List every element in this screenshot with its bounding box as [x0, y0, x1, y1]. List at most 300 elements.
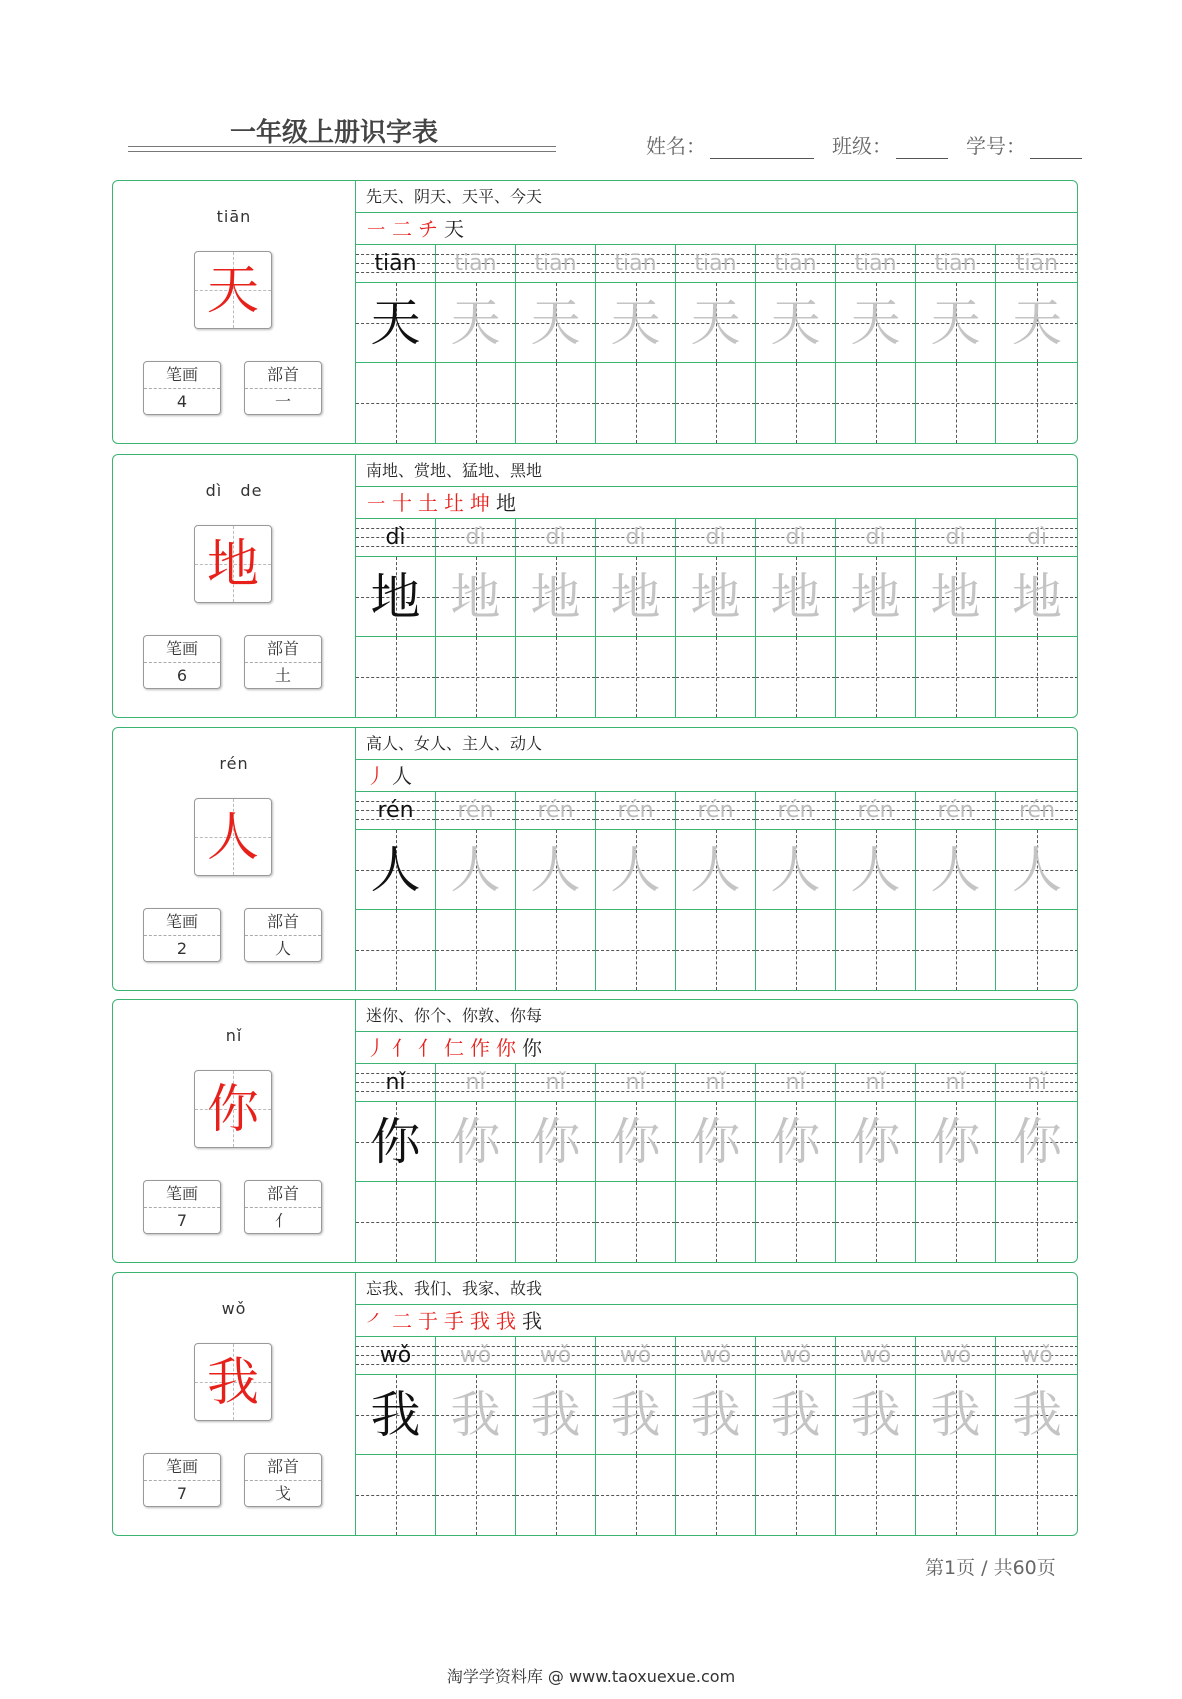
trace-cell[interactable]: [356, 557, 436, 637]
character-trace: 我: [930, 1386, 981, 1444]
writing-cell[interactable]: [916, 1455, 996, 1535]
character-glyph: 我: [206, 1353, 259, 1413]
character-trace: 天: [690, 294, 741, 352]
writing-cell[interactable]: [516, 1455, 596, 1535]
pinyin-cell[interactable]: [676, 245, 756, 283]
trace-cell[interactable]: [756, 830, 836, 910]
pinyin-cell[interactable]: [596, 519, 676, 557]
trace-cell[interactable]: [356, 283, 436, 363]
pinyin-cell[interactable]: [596, 1064, 676, 1102]
writing-cell[interactable]: [836, 1455, 916, 1535]
writing-cell[interactable]: [436, 1182, 516, 1262]
writing-cell[interactable]: [516, 363, 596, 443]
writing-cell[interactable]: [676, 637, 756, 717]
character-trace: 你: [450, 1113, 501, 1171]
class-field: [832, 130, 948, 159]
character-trace: 人: [930, 841, 981, 899]
writing-cell[interactable]: [436, 1455, 516, 1535]
title-underline: [128, 151, 556, 152]
character-trace: 你: [530, 1113, 581, 1171]
trace-cell[interactable]: [596, 557, 676, 637]
pinyin-trace: nǐ: [945, 1070, 966, 1095]
stroke-step: 我: [496, 1309, 516, 1333]
pinyin-trace: tiān: [534, 251, 577, 276]
character-trace: 天: [450, 294, 501, 352]
writing-cell[interactable]: [916, 910, 996, 990]
character-trace: 地: [610, 568, 661, 626]
pinyin-trace: dì: [705, 525, 726, 550]
pinyin-trace: rén: [777, 798, 814, 823]
character-trace: 我: [690, 1386, 741, 1444]
trace-cell[interactable]: [996, 1102, 1078, 1182]
writing-cell[interactable]: [676, 1182, 756, 1262]
writing-cell[interactable]: [596, 637, 676, 717]
number-input[interactable]: [1030, 136, 1082, 159]
pinyin-cell[interactable]: [676, 1064, 756, 1102]
practice-grid: [356, 245, 1077, 443]
example-words: 高人、女人、主人、动人: [356, 728, 1077, 760]
writing-cell[interactable]: [676, 910, 756, 990]
stroke-step: 十: [392, 491, 412, 515]
example-words: 忘我、我们、我家、故我: [356, 1273, 1077, 1305]
character-trace: 地: [690, 568, 741, 626]
trace-cell[interactable]: [436, 830, 516, 910]
character-pinyin: nǐ: [225, 1026, 243, 1045]
trace-cell[interactable]: [836, 1102, 916, 1182]
radical-box: [244, 361, 322, 415]
character-trace: 天: [1012, 294, 1062, 352]
stroke-step: 圵: [444, 491, 464, 515]
pinyin-cell[interactable]: [596, 245, 676, 283]
trace-cell[interactable]: [516, 1102, 596, 1182]
trace-cell[interactable]: [676, 830, 756, 910]
radical-box: [244, 1180, 322, 1234]
trace-cell[interactable]: [596, 830, 676, 910]
character-trace: 人: [610, 841, 661, 899]
trace-cell[interactable]: [596, 1102, 676, 1182]
practice-grid: [356, 792, 1077, 990]
writing-cell[interactable]: [676, 1455, 756, 1535]
pinyin-cell[interactable]: [916, 245, 996, 283]
pinyin-cell[interactable]: [676, 1337, 756, 1375]
pinyin-trace: tiān: [854, 251, 897, 276]
stroke-count-box: [143, 1453, 221, 1507]
writing-cell[interactable]: [436, 637, 516, 717]
stroke-count-label: 笔画: [144, 362, 220, 389]
writing-cell[interactable]: [996, 910, 1078, 990]
radical-value: 亻: [274, 1211, 291, 1230]
pinyin-trace: nǐ: [1026, 1070, 1048, 1095]
writing-cell[interactable]: [836, 363, 916, 443]
pinyin-cell[interactable]: [516, 792, 596, 830]
trace-cell[interactable]: [756, 1375, 836, 1455]
pinyin-trace: tiān: [694, 251, 737, 276]
character-info-panel: [113, 1273, 355, 1535]
character-trace: 天: [850, 294, 901, 352]
pinyin-cell[interactable]: [436, 519, 516, 557]
pinyin-cell[interactable]: [916, 1064, 996, 1102]
trace-cell[interactable]: [436, 283, 516, 363]
character-trace: 我: [530, 1386, 581, 1444]
pinyin-cell[interactable]: [996, 1064, 1078, 1102]
trace-cell[interactable]: [996, 830, 1078, 910]
writing-cell[interactable]: [916, 1182, 996, 1262]
trace-cell[interactable]: [916, 1102, 996, 1182]
writing-cell[interactable]: [756, 1182, 836, 1262]
pinyin-cell[interactable]: [756, 792, 836, 830]
pinyin-cell[interactable]: [836, 1337, 916, 1375]
writing-cell[interactable]: [596, 910, 676, 990]
character-info-panel: [113, 455, 355, 717]
writing-cell[interactable]: [356, 910, 436, 990]
stroke-step: 亻: [418, 1036, 438, 1060]
writing-cell[interactable]: [436, 910, 516, 990]
character-trace: 人: [690, 841, 741, 899]
writing-cell[interactable]: [996, 363, 1078, 443]
character-glyph: 地: [206, 535, 259, 595]
trace-cell[interactable]: [916, 1375, 996, 1455]
character-trace: 你: [1012, 1113, 1062, 1171]
stroke-step: 地: [496, 491, 516, 515]
stroke-step: 亻: [392, 1036, 412, 1060]
character-trace: 地: [770, 568, 821, 626]
character-trace: 你: [610, 1113, 661, 1171]
pinyin-cell[interactable]: [516, 1337, 596, 1375]
character-pinyin: wǒ: [221, 1299, 247, 1318]
stroke-count-label: 笔画: [144, 909, 220, 936]
trace-cell[interactable]: [916, 283, 996, 363]
writing-cell[interactable]: [596, 1182, 676, 1262]
stroke-count-box: [143, 1180, 221, 1234]
character-trace: 我: [610, 1386, 661, 1444]
writing-cell[interactable]: [916, 363, 996, 443]
pinyin-cell[interactable]: [676, 519, 756, 557]
radical-value: 土: [274, 666, 291, 685]
trace-cell[interactable]: [996, 557, 1078, 637]
trace-cell[interactable]: [996, 283, 1078, 363]
pinyin-cell[interactable]: [356, 245, 436, 283]
pinyin-trace: rén: [937, 798, 974, 823]
character-card: [112, 180, 1078, 444]
pinyin-trace: wǒ: [859, 1343, 892, 1368]
writing-cell[interactable]: [996, 1455, 1078, 1535]
radical-value: 一: [274, 392, 291, 411]
stroke-count-box: [143, 908, 221, 962]
character-trace: 人: [770, 841, 821, 899]
trace-cell[interactable]: [836, 557, 916, 637]
stroke-count-box: [143, 361, 221, 415]
character-trace: 人: [1012, 841, 1062, 899]
pinyin-cell[interactable]: [756, 1337, 836, 1375]
character-trace: 我: [370, 1386, 421, 1444]
pinyin-trace: dì: [785, 525, 806, 550]
character-trace: 你: [850, 1113, 901, 1171]
character-trace: 你: [370, 1113, 421, 1171]
pinyin-trace: wǒ: [779, 1343, 812, 1368]
pinyin-trace: rén: [537, 798, 574, 823]
radical-box: [244, 635, 322, 689]
pinyin-trace: wǒ: [619, 1343, 652, 1368]
pinyin-cell[interactable]: [596, 1337, 676, 1375]
radical-label: 部首: [245, 909, 321, 936]
practice-panel: [355, 181, 1077, 443]
stroke-count-label: 笔画: [144, 636, 220, 663]
character-card: [112, 727, 1078, 991]
character-card: [112, 999, 1078, 1263]
writing-cell[interactable]: [996, 1182, 1078, 1262]
radical-label: 部首: [245, 636, 321, 663]
character-box: [194, 251, 272, 329]
pinyin-trace: tiān: [934, 251, 977, 276]
character-pinyin: tiān: [216, 207, 252, 226]
pinyin-trace: nǐ: [465, 1070, 486, 1095]
trace-cell[interactable]: [836, 1375, 916, 1455]
writing-cell[interactable]: [996, 637, 1078, 717]
trace-cell[interactable]: [836, 283, 916, 363]
pinyin-trace: dì: [385, 525, 406, 550]
pinyin-cell[interactable]: [356, 1337, 436, 1375]
character-info-panel: [113, 181, 355, 443]
trace-cell[interactable]: [756, 283, 836, 363]
character-card: [112, 454, 1078, 718]
pinyin-cell[interactable]: [756, 519, 836, 557]
character-trace: 地: [370, 568, 421, 626]
stroke-step: 仁: [444, 1036, 464, 1060]
name-field: [646, 130, 814, 159]
radical-label: 部首: [245, 362, 321, 389]
writing-cell[interactable]: [596, 363, 676, 443]
practice-grid: [356, 519, 1077, 717]
stroke-count-value: 7: [176, 1211, 188, 1230]
stroke-order: [356, 760, 1077, 792]
trace-cell[interactable]: [676, 1375, 756, 1455]
character-box: [194, 525, 272, 603]
character-trace: 地: [930, 568, 981, 626]
writing-cell[interactable]: [516, 1182, 596, 1262]
stroke-step: 手: [444, 1309, 464, 1333]
name-input[interactable]: [710, 136, 814, 159]
title-underline: [128, 146, 556, 147]
pinyin-cell[interactable]: [756, 1064, 836, 1102]
character-card: [112, 1272, 1078, 1536]
trace-cell[interactable]: [756, 1102, 836, 1182]
stroke-step: チ: [418, 217, 438, 241]
writing-cell[interactable]: [756, 637, 836, 717]
trace-cell[interactable]: [596, 283, 676, 363]
trace-cell[interactable]: [516, 283, 596, 363]
pinyin-cell[interactable]: [836, 245, 916, 283]
writing-cell[interactable]: [836, 910, 916, 990]
character-info-panel: [113, 1000, 355, 1262]
trace-cell[interactable]: [516, 1375, 596, 1455]
radical-box: [244, 908, 322, 962]
pinyin-cell[interactable]: [836, 519, 916, 557]
radical-value: 人: [274, 939, 291, 958]
trace-cell[interactable]: [356, 1102, 436, 1182]
stroke-step: 二: [392, 1309, 412, 1333]
pinyin-trace: wǒ: [379, 1343, 412, 1368]
character-pinyin: rén: [219, 754, 249, 773]
pinyin-trace: wǒ: [699, 1343, 732, 1368]
stroke-step: 二: [392, 217, 412, 241]
example-words: 南地、赏地、猛地、黑地: [356, 455, 1077, 487]
pinyin-cell[interactable]: [596, 792, 676, 830]
pinyin-trace: rén: [1018, 798, 1056, 823]
pinyin-trace: wǒ: [1021, 1343, 1053, 1368]
pinyin-trace: dì: [545, 525, 566, 550]
pinyin-cell[interactable]: [436, 245, 516, 283]
trace-cell[interactable]: [436, 1375, 516, 1455]
pinyin-cell[interactable]: [996, 1337, 1078, 1375]
trace-cell[interactable]: [676, 283, 756, 363]
trace-cell[interactable]: [516, 557, 596, 637]
pinyin-cell[interactable]: [996, 519, 1078, 557]
pinyin-cell[interactable]: [516, 519, 596, 557]
student-info: [646, 130, 1082, 159]
character-trace: 人: [370, 841, 421, 899]
pinyin-trace: wǒ: [939, 1343, 972, 1368]
writing-cell[interactable]: [756, 1455, 836, 1535]
pinyin-trace: rén: [457, 798, 494, 823]
practice-grid: [356, 1064, 1077, 1262]
character-trace: 人: [850, 841, 901, 899]
pinyin-cell[interactable]: [756, 245, 836, 283]
stroke-step: 作: [470, 1036, 490, 1060]
pinyin-trace: tiān: [454, 251, 497, 276]
stroke-step: 你: [496, 1036, 516, 1060]
writing-cell[interactable]: [436, 363, 516, 443]
pinyin-trace: nǐ: [385, 1070, 406, 1095]
trace-cell[interactable]: [516, 830, 596, 910]
character-trace: 天: [770, 294, 821, 352]
practice-panel: [355, 455, 1077, 717]
stroke-count-value: 4: [176, 392, 188, 411]
pinyin-trace: dì: [465, 525, 486, 550]
stroke-step: 丿: [366, 764, 386, 788]
writing-cell[interactable]: [756, 910, 836, 990]
writing-cell[interactable]: [356, 637, 436, 717]
radical-value: 戈: [274, 1484, 291, 1503]
stroke-count-value: 7: [176, 1484, 188, 1503]
pinyin-cell[interactable]: [356, 792, 436, 830]
character-glyph: 你: [206, 1080, 259, 1140]
character-box: [194, 798, 272, 876]
writing-cell[interactable]: [836, 1182, 916, 1262]
trace-cell[interactable]: [676, 557, 756, 637]
stroke-step: 我: [470, 1309, 490, 1333]
character-trace: 天: [530, 294, 581, 352]
trace-cell[interactable]: [436, 1102, 516, 1182]
practice-panel: [355, 1000, 1077, 1262]
practice-panel: [355, 728, 1077, 990]
pinyin-cell[interactable]: [836, 1064, 916, 1102]
class-input[interactable]: [896, 136, 948, 159]
character-trace: 人: [450, 841, 501, 899]
practice-grid: [356, 1337, 1077, 1535]
pinyin-cell[interactable]: [916, 519, 996, 557]
pinyin-trace: nǐ: [545, 1070, 566, 1095]
pinyin-trace: dì: [625, 525, 646, 550]
pinyin-cell[interactable]: [356, 1064, 436, 1102]
pinyin-trace: rén: [697, 798, 734, 823]
trace-cell[interactable]: [356, 1375, 436, 1455]
trace-cell[interactable]: [756, 557, 836, 637]
pinyin-trace: dì: [865, 525, 886, 550]
pinyin-cell[interactable]: [996, 792, 1078, 830]
trace-cell[interactable]: [676, 1102, 756, 1182]
writing-cell[interactable]: [356, 1182, 436, 1262]
writing-cell[interactable]: [356, 363, 436, 443]
stroke-step: ㇐: [366, 491, 386, 515]
writing-cell[interactable]: [356, 1455, 436, 1535]
character-info-panel: [113, 728, 355, 990]
character-trace: 天: [370, 294, 421, 352]
trace-cell[interactable]: [916, 557, 996, 637]
trace-cell[interactable]: [436, 557, 516, 637]
pinyin-cell[interactable]: [436, 792, 516, 830]
writing-cell[interactable]: [836, 637, 916, 717]
character-trace: 地: [1012, 568, 1062, 626]
pinyin-cell[interactable]: [836, 792, 916, 830]
character-box: [194, 1070, 272, 1148]
pinyin-cell[interactable]: [356, 519, 436, 557]
radical-box: [244, 1453, 322, 1507]
pinyin-trace: rén: [377, 798, 414, 823]
stroke-count-label: 笔画: [144, 1454, 220, 1481]
page-title: 一年级上册识字表: [230, 118, 439, 148]
character-trace: 我: [450, 1386, 501, 1444]
page-number: 第1页 / 共60页: [925, 1557, 1056, 1579]
pinyin-trace: nǐ: [705, 1070, 726, 1095]
pinyin-trace: tiān: [614, 251, 657, 276]
pinyin-cell[interactable]: [916, 1337, 996, 1375]
pinyin-cell[interactable]: [996, 245, 1078, 283]
pinyin-cell[interactable]: [516, 1064, 596, 1102]
writing-cell[interactable]: [916, 637, 996, 717]
trace-cell[interactable]: [836, 830, 916, 910]
pinyin-cell[interactable]: [436, 1064, 516, 1102]
pinyin-cell[interactable]: [916, 792, 996, 830]
stroke-step: 土: [418, 491, 438, 515]
pinyin-trace: tiān: [374, 251, 417, 276]
pinyin-cell[interactable]: [516, 245, 596, 283]
pinyin-trace: dì: [945, 525, 966, 550]
writing-cell[interactable]: [516, 637, 596, 717]
character-trace: 地: [450, 568, 501, 626]
number-label: 学号：: [966, 134, 1026, 158]
stroke-count-box: [143, 635, 221, 689]
stroke-order: [356, 1032, 1077, 1064]
stroke-step: 天: [444, 217, 464, 241]
writing-cell[interactable]: [596, 1455, 676, 1535]
character-trace: 人: [530, 841, 581, 899]
character-glyph: 天: [206, 261, 259, 321]
example-words: 先天、阴天、天平、今天: [356, 181, 1077, 213]
trace-cell[interactable]: [996, 1375, 1078, 1455]
writing-cell[interactable]: [676, 363, 756, 443]
writing-cell[interactable]: [516, 910, 596, 990]
pinyin-cell[interactable]: [676, 792, 756, 830]
writing-cell[interactable]: [756, 363, 836, 443]
stroke-step: 我: [522, 1309, 542, 1333]
trace-cell[interactable]: [596, 1375, 676, 1455]
class-label: 班级：: [832, 134, 892, 158]
character-trace: 我: [1012, 1386, 1062, 1444]
trace-cell[interactable]: [356, 830, 436, 910]
pinyin-cell[interactable]: [436, 1337, 516, 1375]
stroke-step: 丿: [366, 1036, 386, 1060]
trace-cell[interactable]: [916, 830, 996, 910]
